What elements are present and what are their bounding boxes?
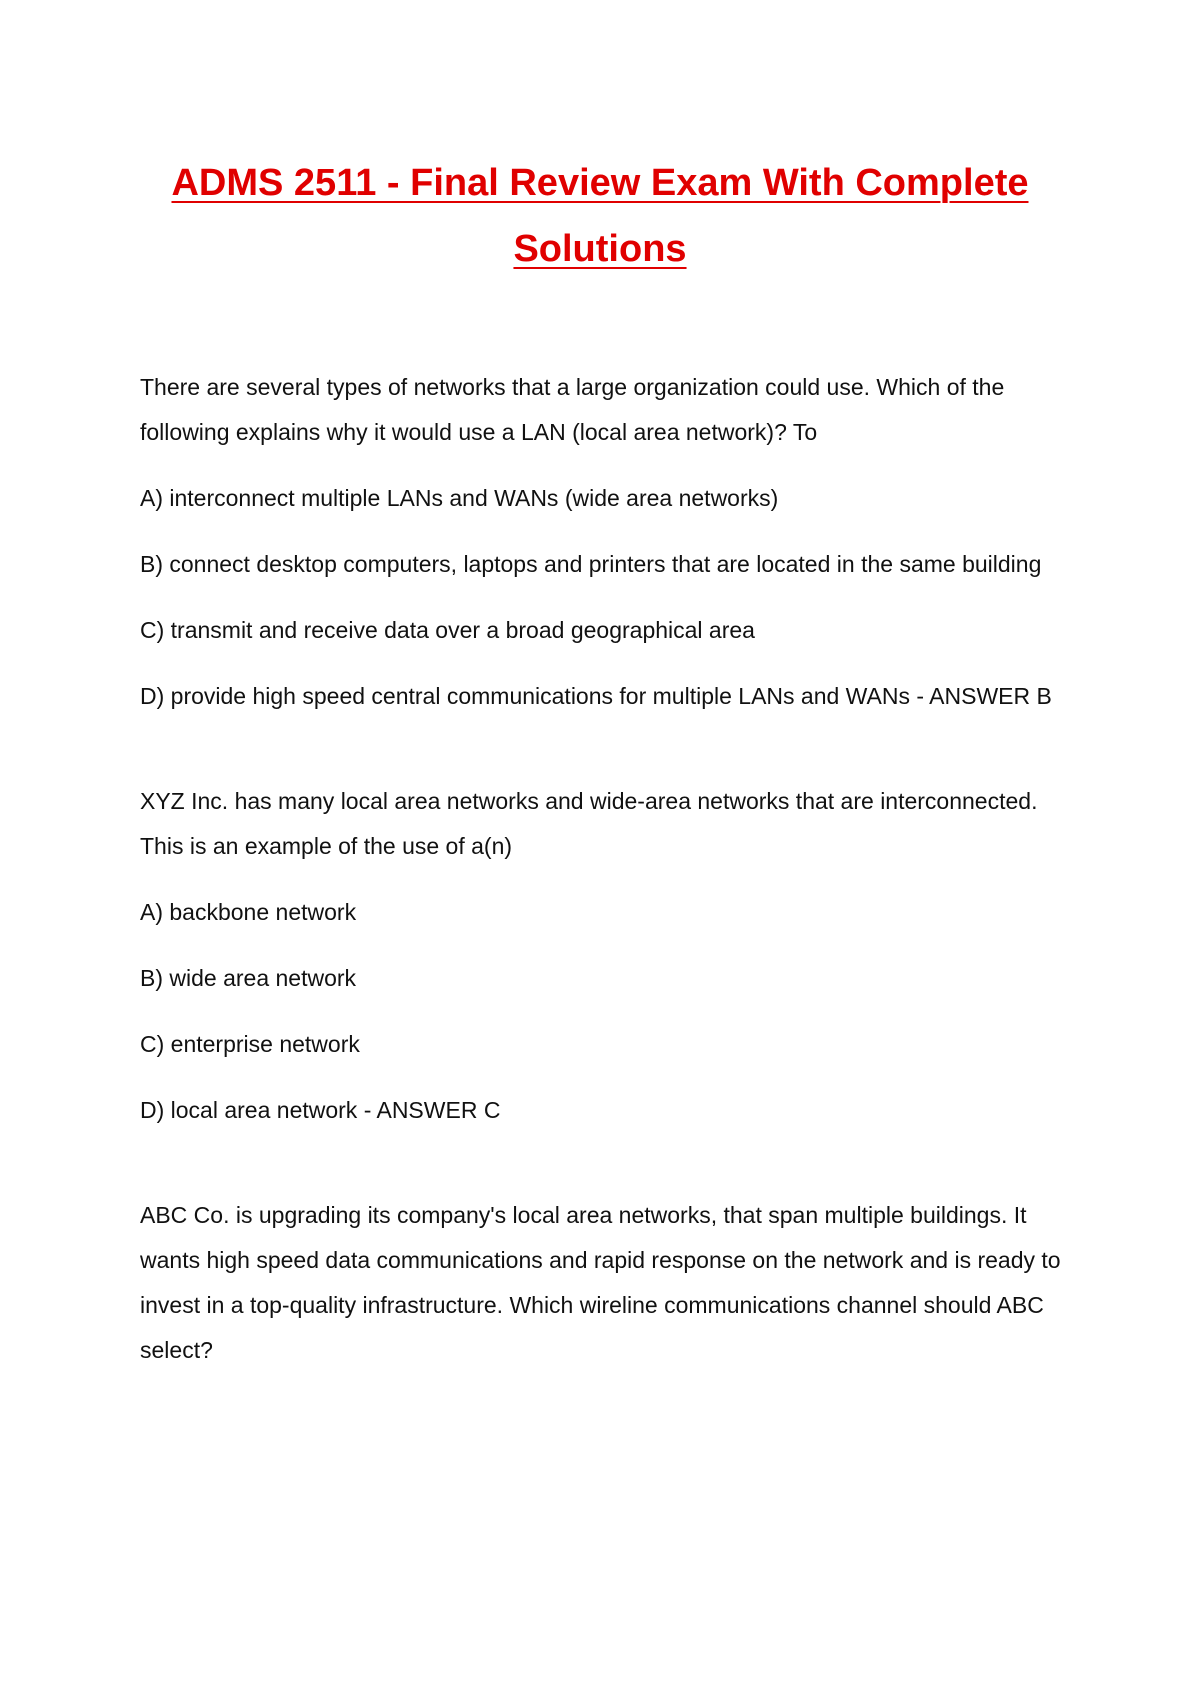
question-text: There are several types of networks that a large organization could use. Which of the following explains why it would use a LAN (local area network)? To [140, 374, 1005, 445]
answer-option: B) connect desktop computers, laptops and printers that are located in the same building [140, 551, 1042, 577]
question-1 [140, 365, 1070, 719]
answer-option: C) enterprise network [140, 1031, 360, 1057]
answer-option: A) interconnect multiple LANs and WANs (wide area networks) [140, 485, 779, 511]
question-3 [140, 1193, 1070, 1373]
answer-option: C) transmit and receive data over a broad geographical area [140, 617, 755, 643]
question-2 [140, 779, 1070, 1133]
question-text: XYZ Inc. has many local area networks and wide-area networks that are interconnected. This is an example of the use of a(n) [140, 788, 1038, 859]
answer-option: A) backbone network [140, 899, 357, 925]
title-line-1: ADMS 2511 - Final Review Exam With Complete [171, 162, 1029, 204]
document-title [130, 150, 1070, 282]
answer-option: B) wide area network [140, 965, 357, 991]
answer-option: D) provide high speed central communications for multiple LANs and WANs - ANSWER B [140, 683, 1052, 709]
title-line-2: Solutions [513, 228, 687, 270]
answer-option: D) local area network - ANSWER C [140, 1097, 501, 1123]
question-text: ABC Co. is upgrading its company's local area networks, that span multiple buildings. It wants high speed data communications and rapid response on the network and is ready to invest in a top-quality infrastructure. Which wireline communications channel should ABC select? [140, 1202, 1061, 1363]
document-content [140, 365, 1070, 1433]
